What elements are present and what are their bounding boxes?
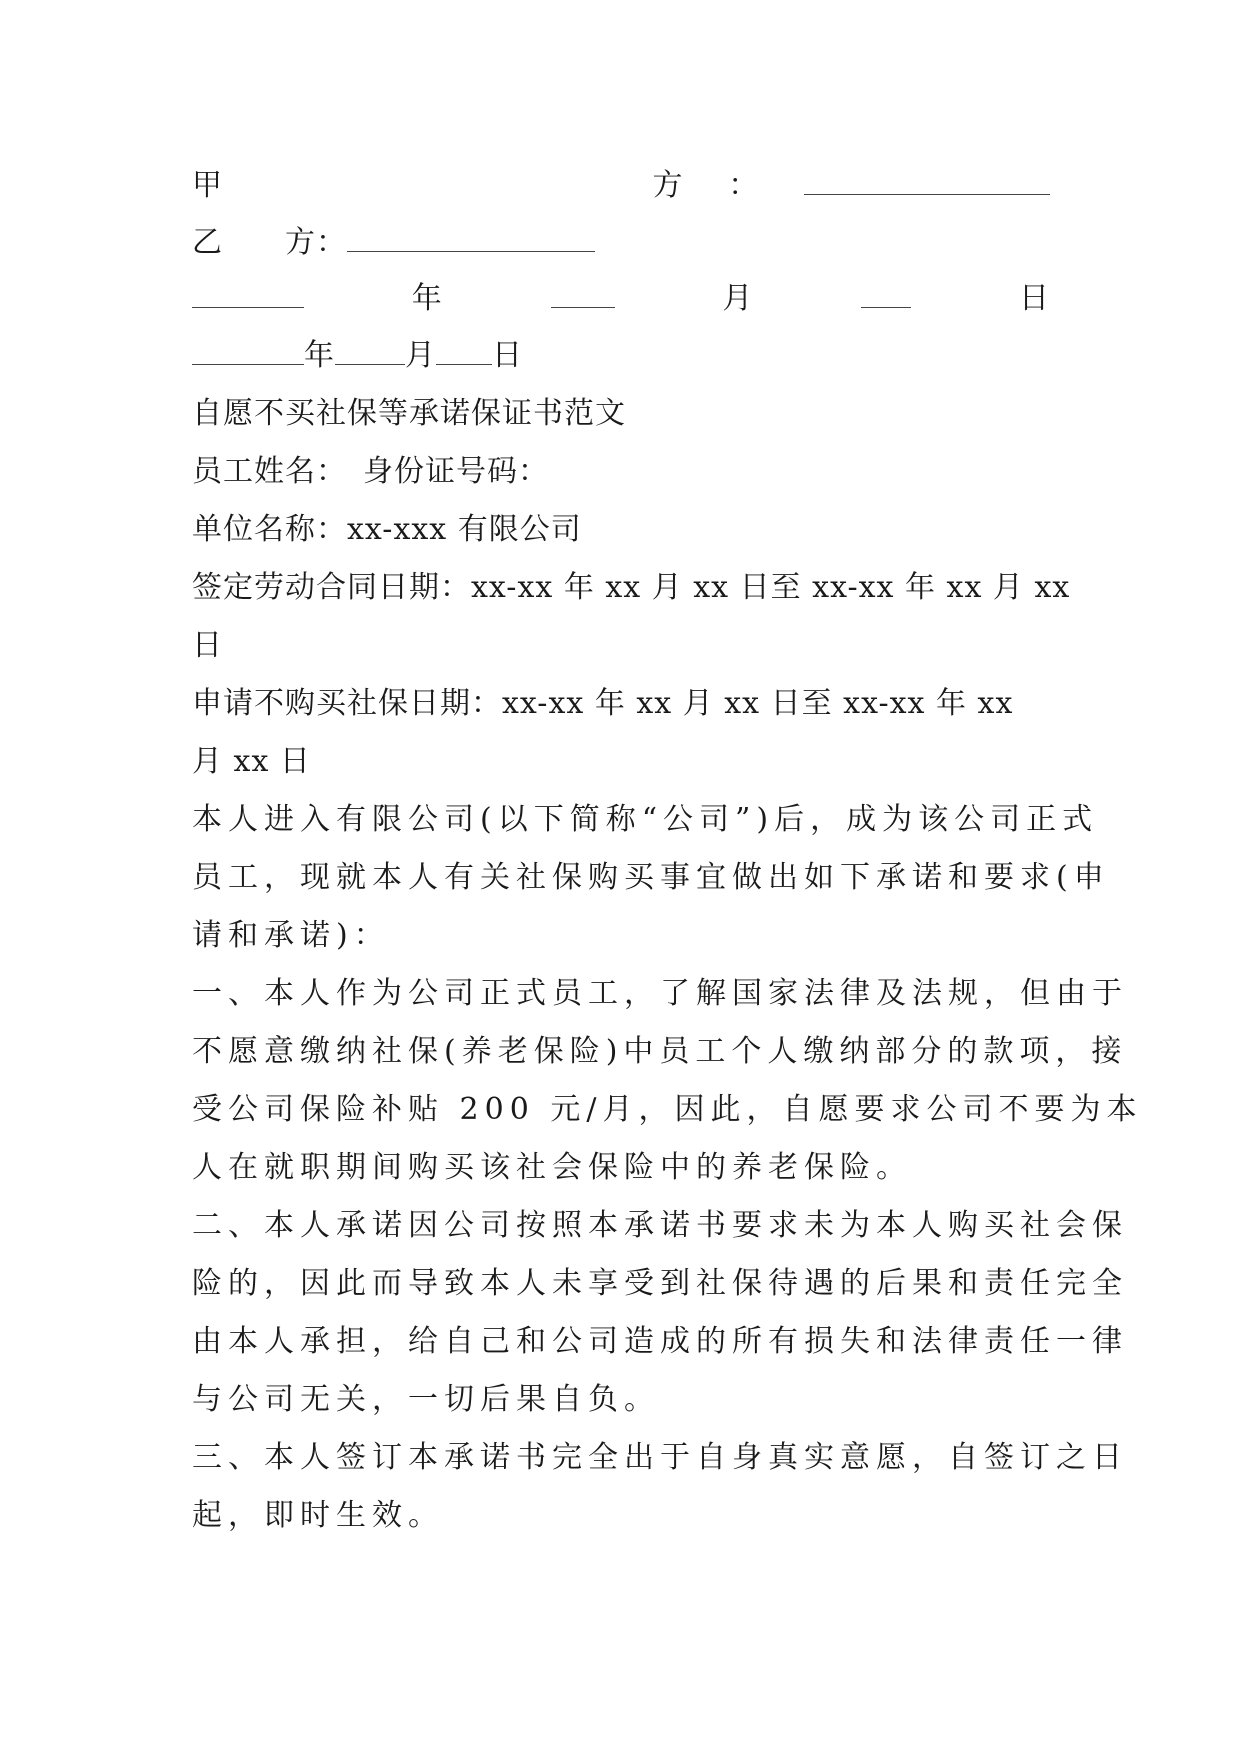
- document-title: 自愿不买社保等承诺保证书范文: [192, 396, 626, 431]
- date-line-1: [192, 270, 1050, 328]
- date2-day-label: 日: [492, 338, 523, 373]
- date1-day-blank[interactable]: [861, 277, 911, 308]
- party-b-line: [192, 214, 1050, 272]
- date2-month-blank[interactable]: [335, 334, 405, 365]
- clause1-line-1: 一、本人作为公司正式员工，了解国家法律及法规，但由于: [192, 976, 1128, 1011]
- party-b-blank[interactable]: [347, 221, 595, 252]
- party-b-label: 乙 方：: [192, 225, 347, 260]
- date1-year-label: 年: [411, 281, 443, 316]
- apply-date-line-1: 申请不购买社保日期：xx-xx 年 xx 月 xx 日至 xx-xx 年 xx: [192, 686, 1014, 721]
- clause2-line-3: 由本人承担，给自己和公司造成的所有损失和法律责任一律: [192, 1324, 1128, 1359]
- intro-line-3: 请和承诺)：: [192, 918, 390, 953]
- apply-date-line-2: 月 xx 日: [192, 744, 311, 779]
- date2-month-label: 月: [405, 338, 436, 373]
- party-a-blank[interactable]: [804, 164, 1050, 195]
- date1-month-label: 月: [722, 281, 754, 316]
- company-name-line: 单位名称：xx-xxx 有限公司: [192, 512, 582, 547]
- employee-info-line: 员工姓名： 身份证号码：: [192, 454, 549, 489]
- party-a-char1: 甲: [192, 168, 223, 203]
- clause2-line-1: 二、本人承诺因公司按照本承诺书要求未为本人购买社会保: [192, 1208, 1128, 1243]
- party-a-colon: ：: [728, 168, 760, 203]
- clause2-line-2: 险的，因此而导致本人未享受到社保待遇的后果和责任完全: [192, 1266, 1128, 1301]
- date1-month-blank[interactable]: [551, 277, 615, 308]
- clause3-line-2: 起，即时生效。: [192, 1498, 444, 1533]
- party-a-char2: 方: [652, 168, 684, 203]
- clause1-line-4: 人在就职期间购买该社会保险中的养老保险。: [192, 1150, 912, 1185]
- clause1-line-3: 受公司保险补贴 200 元/月，因此，自愿要求公司不要为本: [192, 1092, 1143, 1127]
- date-line-2: [192, 327, 1050, 385]
- date2-day-blank[interactable]: [436, 334, 492, 365]
- date1-day-label: 日: [1018, 281, 1050, 316]
- clause1-line-2: 不愿意缴纳社保(养老保险)中员工个人缴纳部分的款项，接: [192, 1034, 1128, 1069]
- party-a-line: [192, 157, 1050, 215]
- date2-year-blank[interactable]: [192, 334, 304, 365]
- date2-year-label: 年: [304, 338, 335, 373]
- contract-date-line-2: 日: [192, 628, 223, 663]
- clause3-line-1: 三、本人签订本承诺书完全出于自身真实意愿，自签订之日: [192, 1440, 1128, 1475]
- contract-date-line-1: 签定劳动合同日期：xx-xx 年 xx 月 xx 日至 xx-xx 年 xx 月 xx: [192, 570, 1071, 605]
- date1-year-blank[interactable]: [192, 277, 304, 308]
- clause2-line-4: 与公司无关，一切后果自负。: [192, 1382, 660, 1417]
- intro-line-1: 本人进入有限公司(以下简称“公司”)后，成为该公司正式: [192, 802, 1099, 837]
- intro-line-2: 员工，现就本人有关社保购买事宜做出如下承诺和要求(申: [192, 860, 1110, 895]
